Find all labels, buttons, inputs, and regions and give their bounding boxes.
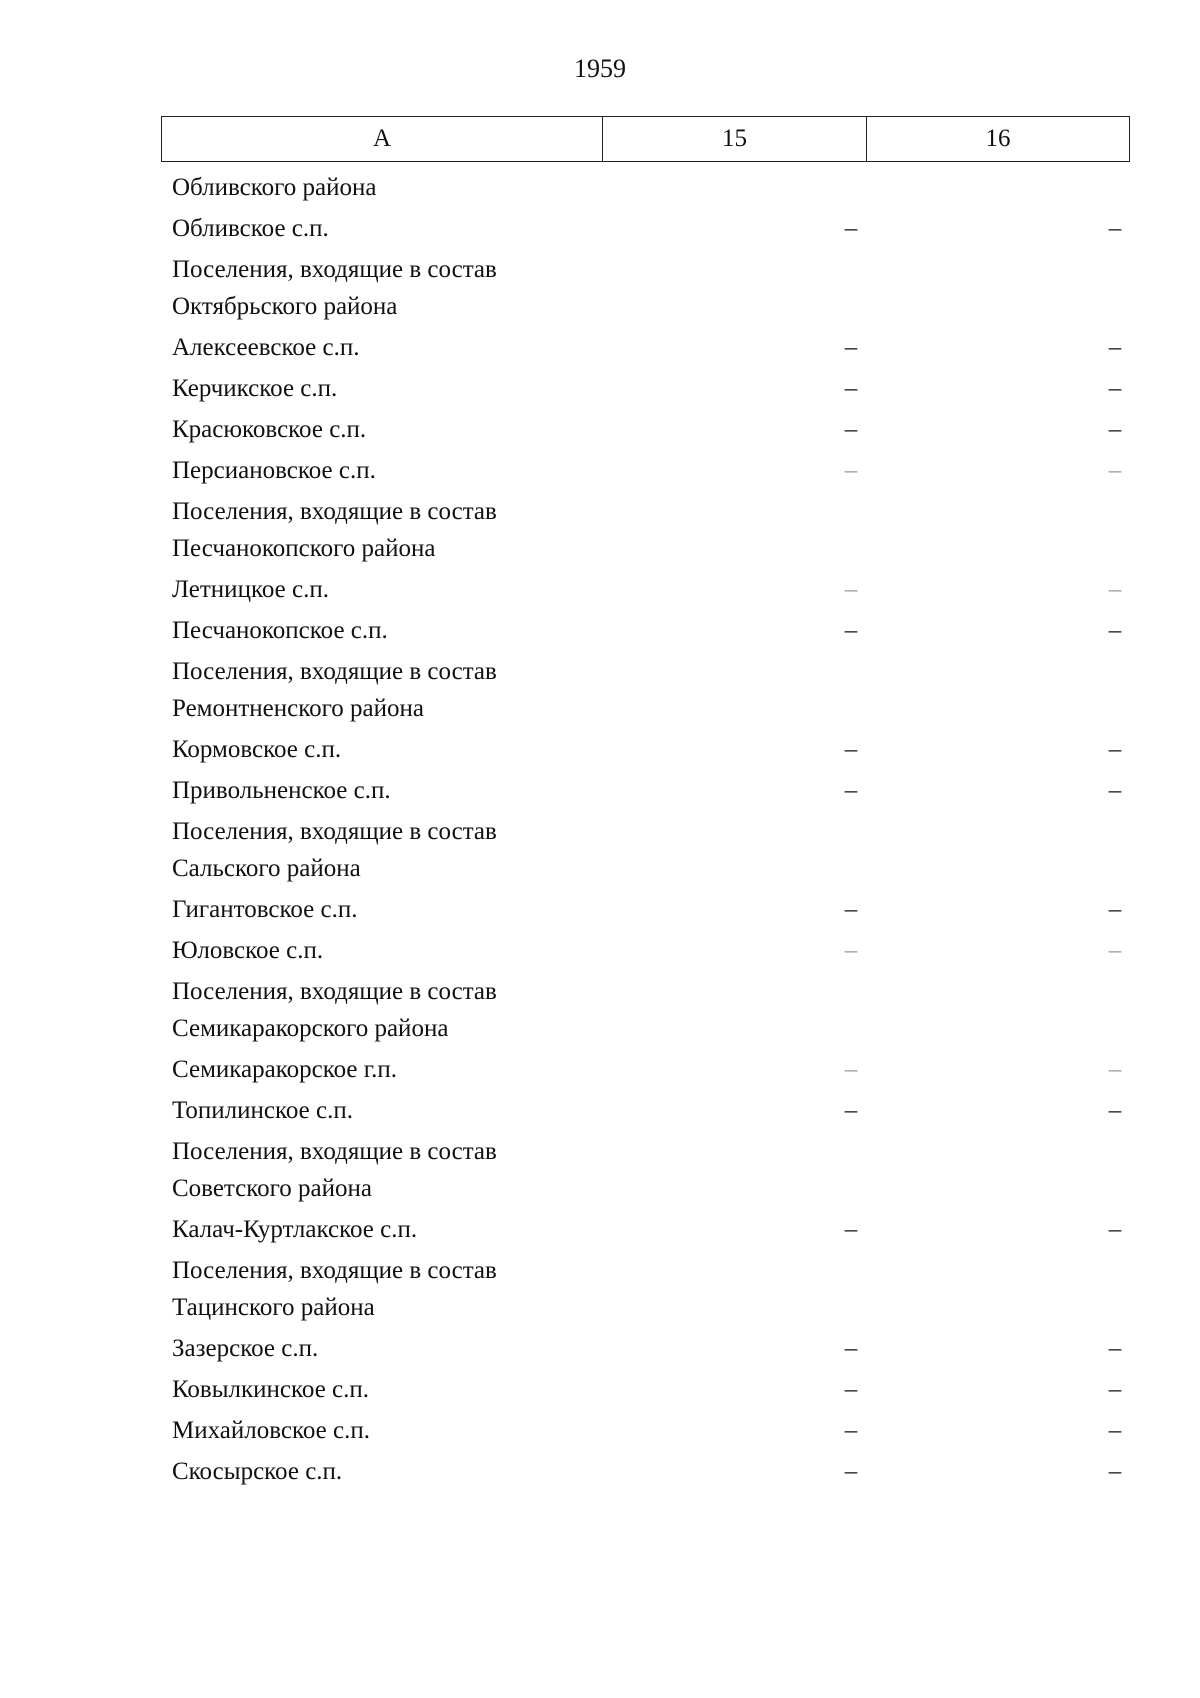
value-col-15: – [844, 334, 858, 361]
value-col-16: – [1108, 1458, 1122, 1485]
value-col-15: – [844, 1216, 858, 1243]
settlement-name: Кормовское с.п. [172, 736, 342, 763]
value-col-15: – [844, 937, 858, 964]
page-number: 1959 [574, 54, 626, 83]
value-col-16: – [1108, 896, 1122, 923]
table-section-heading [161, 811, 1130, 889]
value-col-16: – [1108, 215, 1122, 242]
settlement-name: Юловское с.п. [172, 937, 324, 964]
settlement-name: Персиановское с.п. [172, 457, 376, 484]
section-heading-line: Поселения, входящие в состав [172, 818, 497, 845]
table-row [161, 1369, 1130, 1410]
section-heading-line: Октябрьского района [172, 293, 398, 320]
table-row [161, 450, 1130, 491]
settlement-name: Калач-Куртлакское с.п. [172, 1216, 418, 1243]
section-heading-line: Поселения, входящие в состав [172, 658, 497, 685]
value-col-16: – [1108, 736, 1122, 763]
settlement-name: Ковылкинское с.п. [172, 1376, 370, 1403]
value-col-16: – [1108, 375, 1122, 402]
table-row [161, 1328, 1130, 1369]
settlement-name: Зазерское с.п. [172, 1335, 319, 1362]
table-row [161, 770, 1130, 811]
section-heading-line: Сальского района [172, 855, 361, 882]
table-row [161, 729, 1130, 770]
table-header [161, 116, 1130, 162]
value-col-15: – [844, 896, 858, 923]
value-col-15: – [844, 1335, 858, 1362]
column-header-a: A [162, 117, 603, 161]
table-row [161, 1209, 1130, 1250]
value-col-16: – [1108, 576, 1122, 603]
value-col-16: – [1108, 1216, 1122, 1243]
settlement-name: Песчанокопское с.п. [172, 617, 388, 644]
settlement-name: Летницкое с.п. [172, 576, 329, 603]
section-heading-line: Поселения, входящие в состав [172, 978, 497, 1005]
section-heading-line: Поселения, входящие в состав [172, 256, 497, 283]
table-section-heading [161, 167, 1130, 208]
value-col-16: – [1108, 416, 1122, 443]
value-col-15: – [844, 777, 858, 804]
value-col-15: – [844, 1097, 858, 1124]
settlement-name: Гигантовское с.п. [172, 896, 358, 923]
settlement-name: Скосырское с.п. [172, 1458, 343, 1485]
section-heading-line: Песчанокопского района [172, 535, 436, 562]
value-col-16: – [1108, 1417, 1122, 1444]
table-body [161, 167, 1130, 1492]
table-row [161, 368, 1130, 409]
value-col-15: – [844, 1056, 858, 1083]
value-col-16: – [1108, 617, 1122, 644]
settlement-name: Керчикское с.п. [172, 375, 338, 402]
table-section-heading [161, 491, 1130, 569]
value-col-15: – [844, 576, 858, 603]
section-heading-line: Обливского района [172, 174, 377, 201]
section-heading-line: Ремонтненского района [172, 695, 424, 722]
table-row [161, 1451, 1130, 1492]
table-row [161, 1049, 1130, 1090]
settlement-name: Привольненское с.п. [172, 777, 391, 804]
table-section-heading [161, 249, 1130, 327]
column-header-15: 15 [603, 117, 867, 161]
table-row [161, 610, 1130, 651]
value-col-16: – [1108, 334, 1122, 361]
value-col-16: – [1108, 937, 1122, 964]
table-row [161, 208, 1130, 249]
value-col-16: – [1108, 777, 1122, 804]
section-heading-line: Тацинского района [172, 1294, 375, 1321]
value-col-15: – [844, 457, 858, 484]
value-col-16: – [1108, 1335, 1122, 1362]
value-col-15: – [844, 375, 858, 402]
value-col-15: – [844, 1417, 858, 1444]
table-section-heading [161, 1131, 1130, 1209]
table-section-heading [161, 651, 1130, 729]
value-col-15: – [844, 1376, 858, 1403]
table-row [161, 1410, 1130, 1451]
table-row [161, 889, 1130, 930]
value-col-16: – [1108, 1376, 1122, 1403]
settlement-name: Алексеевское с.п. [172, 334, 360, 361]
section-heading-line: Поселения, входящие в состав [172, 1138, 497, 1165]
value-col-15: – [844, 416, 858, 443]
table-section-heading [161, 1250, 1130, 1328]
value-col-16: – [1108, 1097, 1122, 1124]
section-heading-line: Поселения, входящие в состав [172, 498, 497, 525]
settlement-name: Михайловское с.п. [172, 1417, 370, 1444]
settlement-name: Красюковское с.п. [172, 416, 367, 443]
settlement-name: Семикаракорское г.п. [172, 1056, 398, 1083]
value-col-15: – [844, 617, 858, 644]
table-row [161, 327, 1130, 368]
section-heading-line: Советского района [172, 1175, 372, 1202]
table-row [161, 1090, 1130, 1131]
section-heading-line: Семикаракорского района [172, 1015, 449, 1042]
table-section-heading [161, 971, 1130, 1049]
value-col-16: – [1108, 1056, 1122, 1083]
value-col-15: – [844, 1458, 858, 1485]
value-col-16: – [1108, 457, 1122, 484]
column-header-16: 16 [985, 125, 1011, 152]
table-row [161, 569, 1130, 610]
settlement-name: Обливское с.п. [172, 215, 329, 242]
value-col-15: – [844, 736, 858, 763]
table-row [161, 930, 1130, 971]
settlement-name: Топилинское с.п. [172, 1097, 353, 1124]
value-col-15: – [844, 215, 858, 242]
section-heading-line: Поселения, входящие в состав [172, 1257, 497, 1284]
table-row [161, 409, 1130, 450]
